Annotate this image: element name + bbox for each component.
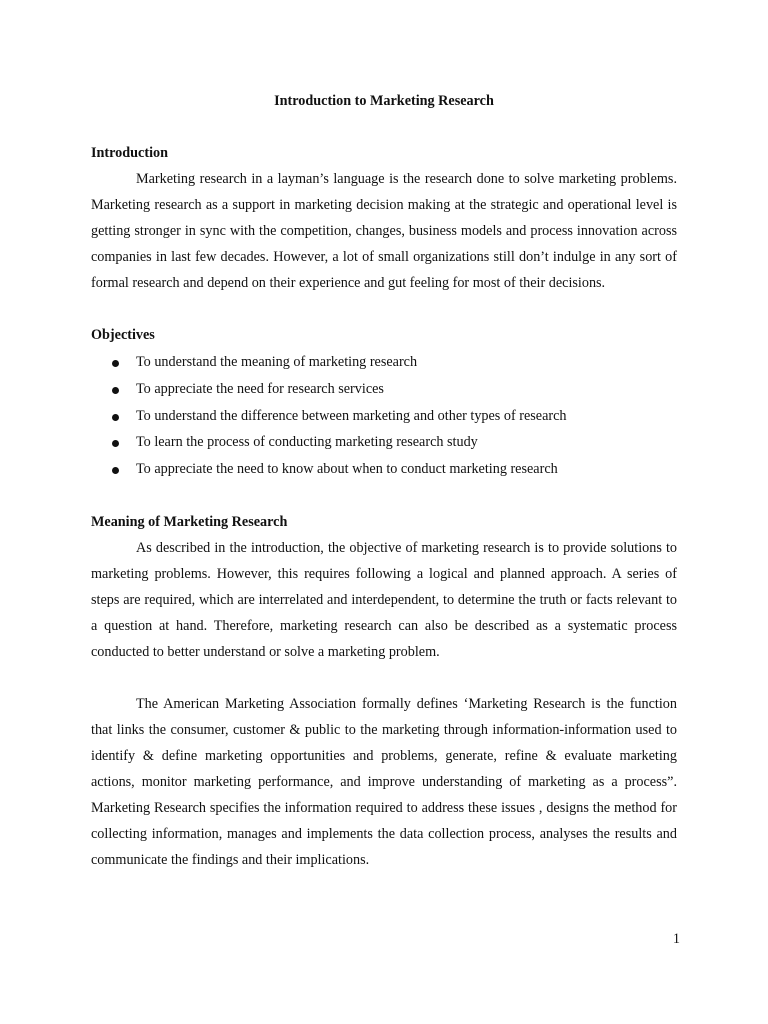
- meaning-heading: Meaning of Marketing Research: [91, 513, 288, 530]
- bullet-icon: [112, 414, 119, 421]
- bullet-icon: [112, 387, 119, 394]
- page-number: 1: [672, 931, 680, 947]
- list-item: [91, 403, 677, 430]
- spacer: [91, 114, 677, 140]
- objective-text: To appreciate the need to know about when to conduct marketing research: [136, 461, 558, 478]
- list-item: [91, 456, 677, 483]
- spacer: [91, 296, 677, 322]
- spacer: [91, 483, 677, 509]
- page-content: [91, 88, 677, 873]
- objectives-list: [91, 349, 677, 483]
- spacer: [91, 665, 677, 691]
- bullet-icon: [112, 467, 119, 474]
- document-title: Introduction to Marketing Research: [274, 93, 494, 109]
- bullet-icon: [112, 440, 119, 447]
- list-item: [91, 429, 677, 456]
- introduction-paragraph: Marketing research in a layman’s language is the research done to solve marketing problems. Marketing research as a support in marketing decision making at the strategic and operational level is getting stronger in sync with the competition, changes, business models and process innovation across companies in last few decades. However, a lot of small organizations still don’t indulge in any sort of formal research and depend on their experience and gut feeling for most of their decisions.: [91, 171, 677, 291]
- list-item: [91, 349, 677, 376]
- objective-text: To learn the process of conducting marketing research study: [136, 434, 478, 451]
- meaning-paragraph-1: As described in the introduction, the objective of marketing research is to provide solutions to marketing problems. However, this requires following a logical and planned approach. A series of steps are required, which are interrelated and interdependent, to determine the truth or facts relevant to a question at hand. Therefore, marketing research can also be described as a systematic process conducted to better understand or solve a marketing problem.: [91, 539, 677, 660]
- introduction-heading: Introduction: [91, 145, 168, 161]
- meaning-paragraph-2: The American Marketing Association formally defines ‘Marketing Research is the function that links the consumer, customer & public to the marketing through information-information used to identify & define marketing opportunities and problems, generate, refine & evaluate marketing actions, monitor marketing performance, and improve understanding of marketing as a process”. Marketing Research specifies the information required to address these issues , designs the method for collecting information, manages and implements the data collection process, analyses the results and communicate the findings and their implications.: [91, 695, 677, 868]
- objective-text: To understand the meaning of marketing research: [136, 354, 418, 370]
- objective-text: To appreciate the need for research services: [136, 380, 384, 397]
- objectives-heading: Objectives: [91, 327, 155, 343]
- list-item: [91, 376, 677, 403]
- objective-text: To understand the difference between marketing and other types of research: [136, 407, 567, 424]
- bullet-icon: [112, 360, 119, 367]
